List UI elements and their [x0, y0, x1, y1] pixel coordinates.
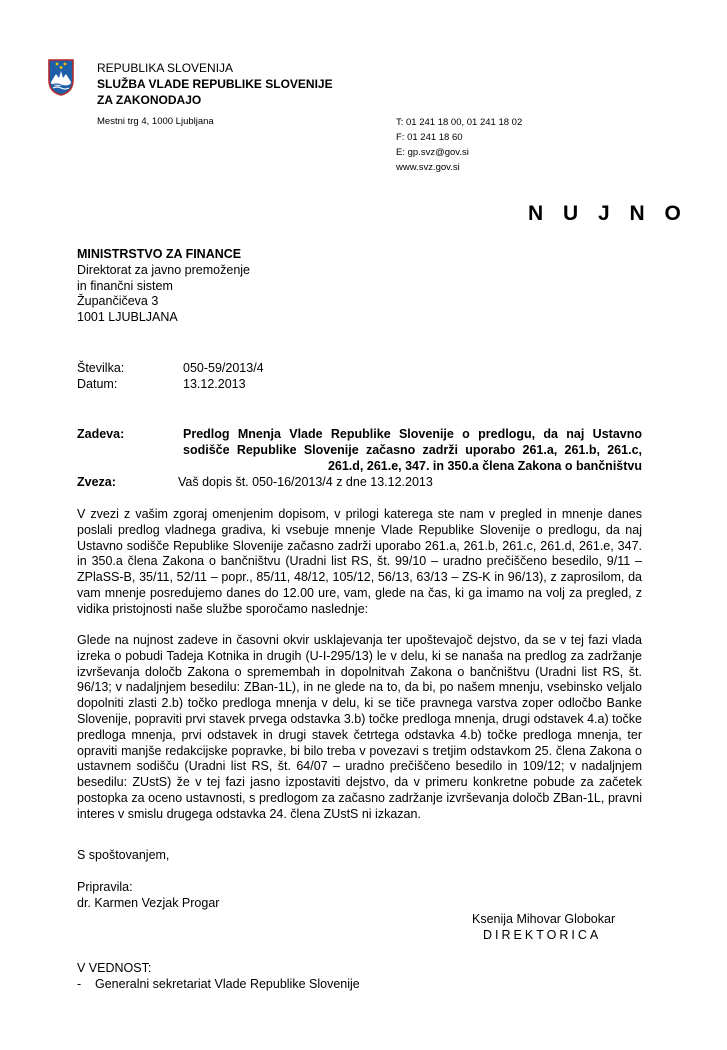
paragraph-line: predloga mnenja, prvi odstavek in drugi stavek četrtega odstavka 4.b) točke predloga mnenja, ter [77, 727, 642, 742]
cc-item: Generalni sekretariat Vlade Republike Slovenije [95, 977, 360, 991]
paragraph-line: Glede na nujnost zadeve in časovni okvir usklajevanja ter upoštevajoč dejstvo, da se v tej fazi vlada [77, 633, 642, 647]
org-name-line: REPUBLIKA SLOVENIJA [97, 61, 234, 75]
recipient-line: Direktorat za javno premoženje [77, 262, 250, 277]
body-paragraph [77, 507, 642, 618]
paragraph-line: poslali predlog vladnega gradiva, ki vsebuje mnenje Vlade Republike Slovenije o predlogu, da naj [77, 522, 642, 537]
signatory-title: DIREKTORICA [483, 928, 602, 942]
subject-line: 261.d, 261.e, 347. in 350.a člena Zakona o bančništvu [327, 458, 642, 473]
paragraph-line: vidika pristojnosti naše službe sporočamo naslednje: [77, 601, 369, 616]
paragraph-line: ustavnem sodišču (Uradni list RS, št. 64/07 – uradno prečiščeno besedilo in 109/12; v nadaljnjem [77, 759, 642, 774]
paragraph-line: opraviti manjše redakcijske popravke, bi bilo treba v povezavi s tretjim odstavkom 25. člena Zakona o [77, 743, 642, 758]
paragraph-line: ZPlaSS-B, 35/11, 52/11 – popr., 85/11, 48/12, 105/12, 56/13, 63/13 – ZS-K in 96/13), z zaprosilom, da [77, 570, 642, 585]
paragraph-line: Slovenije, popraviti prvi stavek prvega odstavka 3.b) točke predloga mnenja, drugi odstavek 4.a) točke [77, 711, 642, 726]
recipient-line: MINISTRSTVO ZA FINANCE [77, 247, 242, 261]
subject-text [183, 427, 642, 474]
org-name-line: ZA ZAKONODAJO [97, 93, 202, 107]
org-address: Mestni trg 4, 1000 Ljubljana [97, 116, 214, 127]
subject-label: Zadeva: [77, 427, 125, 441]
recipient-line: Župančičeva 3 [77, 294, 159, 309]
recipient-line: 1001 LJUBLJANA [77, 310, 178, 325]
subject-line: Predlog Mnenja Vlade Republike Slovenije o predlogu, da naj Ustavno [183, 427, 642, 441]
number-label: Številka: [77, 361, 125, 375]
urgent-label: N U J N O [528, 202, 688, 225]
paragraph-line: 96/13; v nadaljnjem besedilu: ZBan-1L), in ne glede na to, da bi, po našem mnenju, vsebinsko veljalo [77, 680, 642, 695]
paragraph-line: izvrševanja določb Zakona o spremembah in dopolnitvah Zakona o bančništvu (Uradni list RS, št. [77, 664, 642, 679]
cc-bullet: - [77, 977, 82, 991]
paragraph-line: postopka za oceno ustavnosti, s predlogom za začasno zadržanje izvrševanja določb ZBan-1L, pravni [77, 790, 642, 805]
closing-salutation: S spoštovanjem, [77, 848, 170, 862]
paragraph-line: V zvezi z vašim zgoraj omenjenim dopisom, v prilogi katerega ste nam v pregled in mnenje danes [77, 507, 642, 521]
contact-email: E: gp.svz@gov.si [396, 147, 469, 158]
body-paragraph [77, 633, 642, 823]
org-name-line: SLUŽBA VLADE REPUBLIKE SLOVENIJE [97, 77, 333, 91]
paragraph-line: interes v smislu drugega odstavka 24. člena ZUstS ni izkazan. [77, 806, 421, 821]
subject-line: sodišče Republike Slovenije začasno zadrži uporabo 261.a, 261.b, 261.c, [183, 442, 642, 457]
cc-label: V VEDNOST: [77, 961, 152, 975]
paragraph-line: besedilu: ZUstS) že v tej fazi jasno izpostaviti dejstvo, da v primeru konkretne pobude za začetek [77, 775, 642, 790]
number-value: 050-59/2013/4 [183, 361, 264, 375]
coat-of-arms-icon [47, 58, 75, 96]
contact-website: www.svz.gov.si [396, 162, 460, 173]
paragraph-line: dopolniti zlasti 2.b) točko predloga mnenja v delu, ki se tiče pravnega varstva zoper odločbo Banke [77, 696, 642, 711]
prepared-label: Pripravila: [77, 880, 133, 894]
recipient-line: in finančni sistem [77, 278, 173, 293]
reference-label: Zveza: [77, 475, 116, 489]
paragraph-line: izreka o pobudi Tadeja Kotnika in drugih (U-I-295/13) le v delu, ki se nanaša na predlog za zadržanje [77, 648, 642, 663]
paragraph-line: in 350.a člena Zakona o bančništvu (Uradni list RS, št. 99/10 – uradno prečiščeno besedilo, 9/11 – [77, 554, 642, 569]
date-value: 13.12.2013 [183, 377, 246, 391]
contact-fax: F: 01 241 18 60 [396, 132, 463, 143]
date-label: Datum: [77, 377, 118, 391]
prepared-name: dr. Karmen Vezjak Progar [77, 896, 220, 910]
paragraph-line: vam mnenje posredujemo danes do 12.00 ure, vam, glede na čas, ki ga imamo na volj za pregled, z [77, 585, 642, 600]
paragraph-line: Ustavno sodišče Republike Slovenije začasno zadrži uporabo 261.a, 261.b, 261.c, 261.d, 261.e, 347. [77, 538, 642, 553]
signatory-name: Ksenija Mihovar Globokar [472, 912, 616, 926]
recipient-address [77, 247, 377, 326]
contact-phone: T: 01 241 18 00, 01 241 18 02 [396, 117, 523, 128]
reference-value: Vaš dopis št. 050-16/2013/4 z dne 13.12.2013 [178, 475, 433, 489]
